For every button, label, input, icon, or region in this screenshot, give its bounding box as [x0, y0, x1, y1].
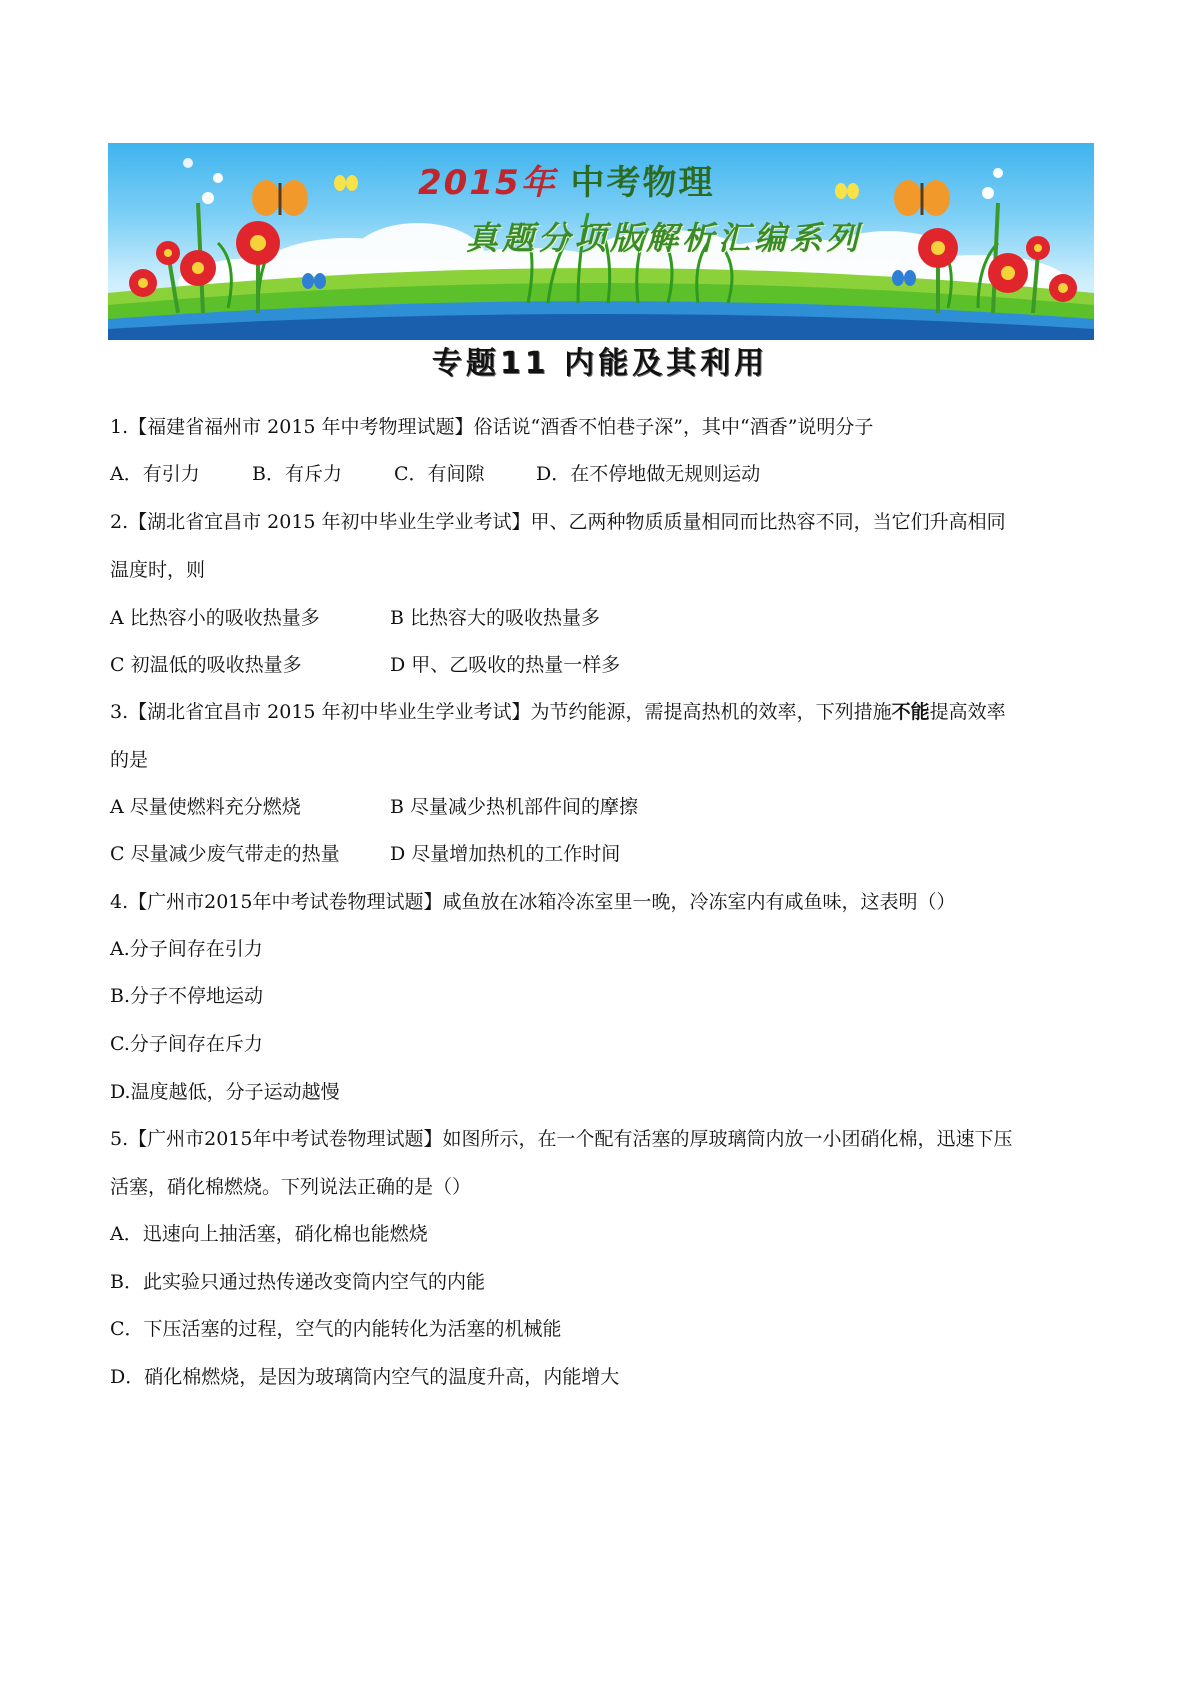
option: C．有间隙 — [394, 463, 485, 485]
question-5-stem: 5.【广州市2015年中考试卷物理试题】如图所示，在一个配有活塞的厚玻璃筒内放一小团硝化棉，迅速下压 — [110, 1128, 1013, 1150]
stem-text: 提高效率 — [929, 701, 1006, 723]
option: B 比热容大的吸收热量多 — [390, 607, 601, 629]
banner-title — [418, 155, 714, 204]
stem-text: 3.【湖北省宜昌市 2015 年初中毕业生学业考试】为节约能源，需提高热机的效率，下列措施 — [110, 701, 892, 723]
question-2-options-row-2 — [110, 653, 620, 677]
question-4-stem: 4.【广州市2015年中考试卷物理试题】咸鱼放在冰箱冷冻室里一晚，冷冻室内有咸鱼味，这表明（） — [110, 891, 956, 913]
option: A 尽量使燃料充分燃烧 — [110, 796, 301, 818]
option: B．有斥力 — [252, 463, 342, 485]
option: D 甲、乙吸收的热量一样多 — [390, 654, 621, 676]
stem-emphasis: 不能 — [891, 701, 930, 723]
question-3-stem — [110, 700, 1006, 724]
header-banner — [108, 143, 1094, 340]
banner-series: 真题分项版解析汇编系列 — [466, 219, 863, 257]
question-2-options-row-1 — [110, 606, 600, 630]
question-3-stem-cont: 的是 — [110, 749, 149, 771]
banner-year: 2015年 — [418, 163, 557, 203]
option: B 尽量减少热机部件间的摩擦 — [390, 796, 639, 818]
question-4-option-a: A.分子间存在引力 — [110, 938, 263, 960]
question-1-stem: 1.【福建省福州市 2015 年中考物理试题】俗话说“酒香不怕巷子深”，其中“酒香”说明分子 — [110, 416, 874, 438]
option: C 尽量减少废气带走的热量 — [110, 843, 340, 865]
question-2-stem-cont: 温度时，则 — [110, 559, 206, 581]
question-5-option-c: C．下压活塞的过程，空气的内能转化为活塞的机械能 — [110, 1318, 562, 1340]
question-5-stem-cont: 活塞，硝化棉燃烧。下列说法正确的是（） — [110, 1176, 472, 1198]
banner-subject: 中考物理 — [570, 163, 715, 203]
option: D．在不停地做无规则运动 — [536, 463, 761, 485]
question-5-option-a: A．迅速向上抽活塞，硝化棉也能燃烧 — [110, 1223, 428, 1245]
question-1-options — [110, 462, 760, 486]
option: C 初温低的吸收热量多 — [110, 654, 302, 676]
question-3-options-row-2 — [110, 842, 620, 866]
page-title: 专题11 内能及其利用 — [431, 346, 769, 381]
question-4-option-c: C.分子间存在斥力 — [110, 1033, 263, 1055]
question-5-option-b: B．此实验只通过热传递改变筒内空气的内能 — [110, 1271, 485, 1293]
question-3-options-row-1 — [110, 795, 638, 819]
option: A．有引力 — [110, 463, 200, 485]
option: A 比热容小的吸收热量多 — [110, 607, 320, 629]
question-5-option-d: D．硝化棉燃烧，是因为玻璃筒内空气的温度升高，内能增大 — [110, 1366, 620, 1388]
question-4-option-d: D.温度越低，分子运动越慢 — [110, 1081, 340, 1103]
question-4-option-b: B.分子不停地运动 — [110, 985, 264, 1007]
question-2-stem: 2.【湖北省宜昌市 2015 年初中毕业生学业考试】甲、乙两种物质质量相同而比热容不同，当它们升高相同 — [110, 511, 1006, 533]
option: D 尽量增加热机的工作时间 — [390, 843, 621, 865]
